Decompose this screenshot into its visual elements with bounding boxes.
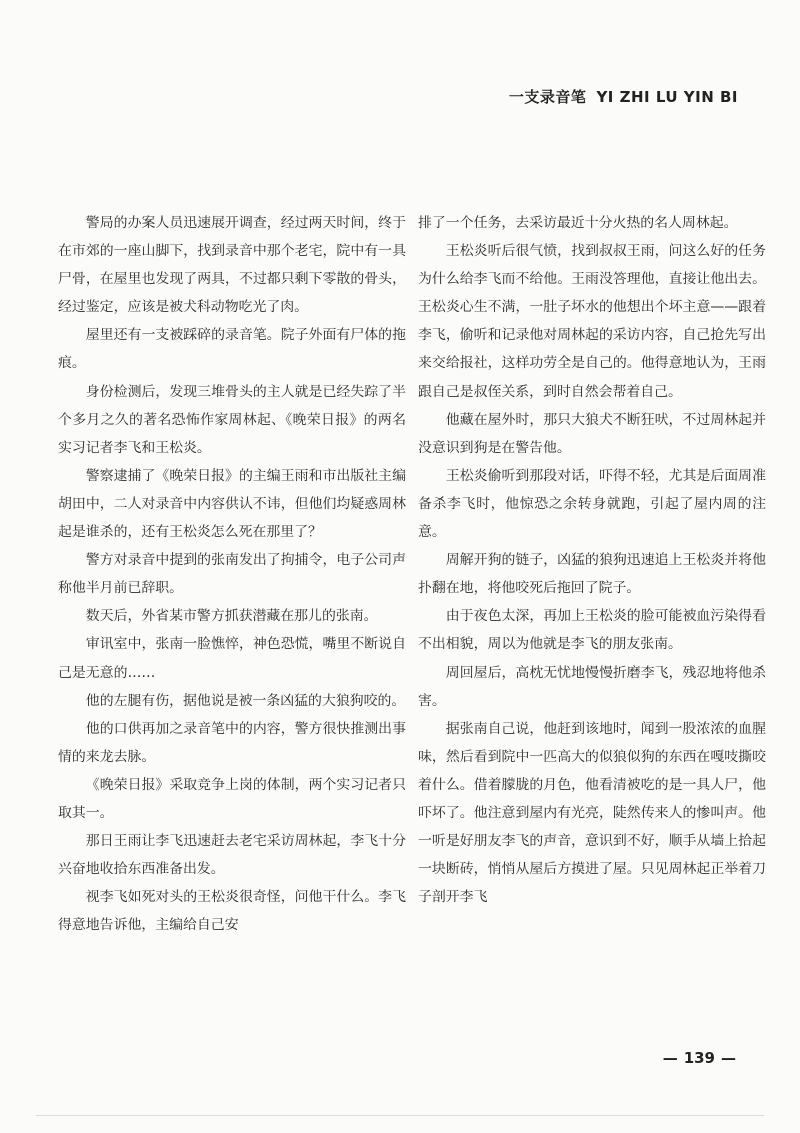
paragraph: 数天后，外省某市警方抓获潜藏在那儿的张南。: [85, 608, 378, 625]
paragraph: 周回屋后，高枕无忧地慢慢折磨李飞，残忍地将他杀害。: [418, 664, 766, 709]
paragraph: 屋里还有一支被踩碎的录音笔。院子外面有尸体的拖痕。: [58, 327, 406, 372]
paragraph: 警局的办案人员迅速展开调查，经过两天时间，终于在市郊的一座山脚下，找到录音中那个老宅，院中有一具尸骨，在屋里也发现了两具，不过都只剩下零散的骨头，经过鉴定，应该是被犬科动物吃光了肉。: [58, 215, 406, 316]
paragraph: 他的口供再加之录音笔中的内容，警方很快推测出事情的来龙去脉。: [58, 720, 406, 765]
header-title-pinyin: YI ZHI LU YIN BI: [596, 88, 738, 106]
paragraph: 审讯室中，张南一脸憔悴，神色恐慌，嘴里不断说自己是无意的……: [58, 636, 406, 681]
paragraph: 《晚荣日报》采取竞争上岗的体制，两个实习记者只取其一。: [58, 776, 406, 821]
page-bottom-rule: [36, 1115, 764, 1116]
paragraph: 身份检测后，发现三堆骨头的主人就是已经失踪了半个多月之久的著名恐怖作家周林起、《晚荣日报》的两名实习记者李飞和王松炎。: [58, 383, 406, 456]
paragraph: 王松炎听后很气愤，找到叔叔王雨，问这么好的任务为什么给李飞而不给他。王雨没答理他，直接让他出去。王松炎心生不满，一肚子坏水的他想出个坏主意——跟着李飞，偷听和记录他对周林起的采访内容，自己抢先写出来交给报社，这样功劳全是自己的。他得意地认为，王雨跟自己是叔侄关系，到时自然会帮着自己。: [418, 243, 766, 400]
paragraph-continuation: 排了一个任务，去采访最近十分火热的名人周林起。: [418, 215, 738, 231]
page-number-value: 139: [683, 1049, 715, 1067]
paragraph: 由于夜色太深，再加上王松炎的脸可能被血污染得看不出相貌，周以为他就是李飞的朋友张南。: [418, 608, 766, 653]
paragraph: 视李飞如死对头的王松炎很奇怪，问他干什么。李飞得意地告诉他，主编给自己安: [58, 889, 406, 934]
left-text-column: [58, 209, 406, 939]
right-text-column: [418, 209, 766, 911]
paragraph: 周解开狗的链子，凶猛的狼狗迅速追上王松炎并将他扑翻在地，将他咬死后拖回了院子。: [418, 552, 766, 597]
page-dash-left: —: [662, 1049, 678, 1067]
paragraph: 据张南自己说，他赶到该地时，闻到一股浓浓的血腥味，然后看到院中一匹高大的似狼似狗的东西在嘎吱撕咬着什么。借着朦胧的月色，他看清被吃的是一具人尸，他吓坏了。他注意到屋内有光亮，陡然传来人的惨叫声。他一听是好朋友李飞的声音，意识到不好，顺手从墙上拾起一块断砖，悄悄从屋后方摸进了屋。只见周林起正举着刀子剖开李飞: [418, 720, 766, 906]
paragraph: 他的左腿有伤，据他说是被一条凶猛的大狼狗咬的。: [85, 692, 406, 709]
header-title-chinese: 一支录音笔: [508, 88, 587, 106]
paragraph: 警察逮捕了《晚荣日报》的主编王雨和市出版社主编胡田中，二人对录音中内容供认不讳，但他们均疑惑周林起是谁杀的，还有王松炎怎么死在那里了？: [58, 467, 406, 541]
running-header: [509, 86, 738, 107]
paragraph: 王松炎偷听到那段对话，吓得不轻，尤其是后面周准备杀李飞时，他惊恐之余转身就跑，引起了屋内周的注意。: [418, 467, 766, 541]
paragraph: 警方对录音中提到的张南发出了拘捕令，电子公司声称他半月前已辞职。: [58, 552, 406, 597]
paragraph: 他藏在屋外时，那只大狼犬不断狂吠，不过周林起并没意识到狗是在警告他。: [418, 411, 766, 456]
page-number: [657, 1049, 742, 1067]
page-dash-right: —: [721, 1049, 736, 1067]
paragraph: 那日王雨让李飞迅速赶去老宅采访周林起，李飞十分兴奋地收拾东西准备出发。: [58, 833, 406, 878]
